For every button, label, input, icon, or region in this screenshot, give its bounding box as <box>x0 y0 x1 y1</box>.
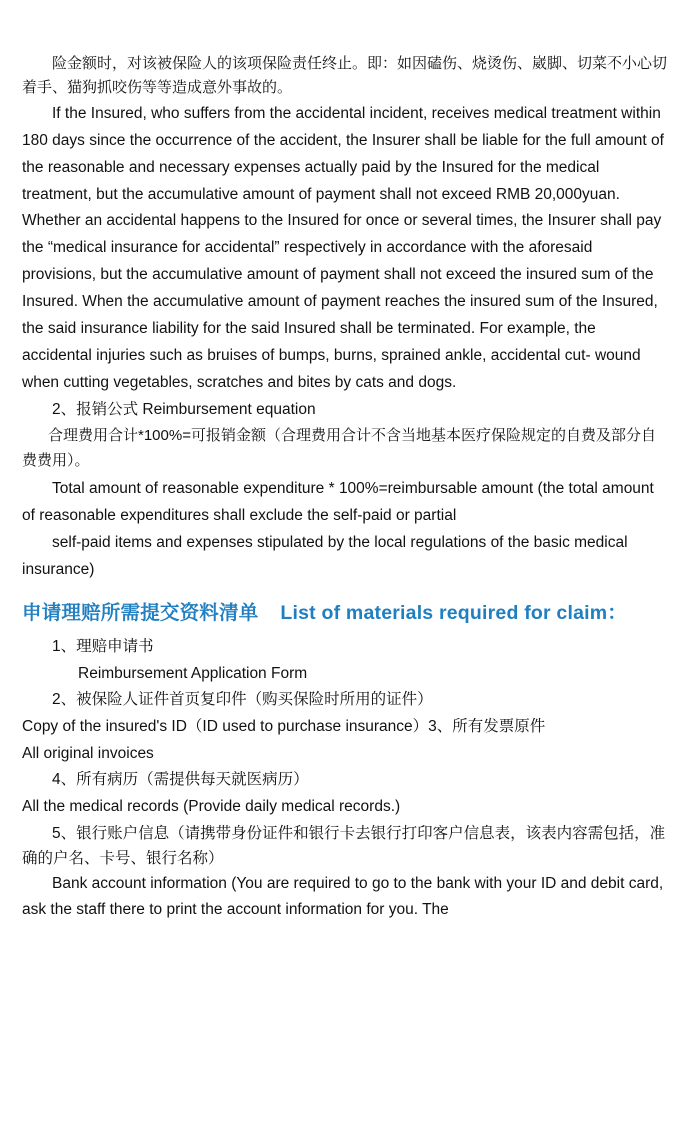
materials-list <box>22 634 669 924</box>
paragraph-equation-english: Total amount of reasonable expenditure * 100%=reimbursable amount (the total amount of reasonable expenditures shall exclude the self-paid or partial <box>22 479 654 524</box>
paragraph-block-3 <box>22 397 669 424</box>
list-item: All the medical records (Provide daily medical records.) <box>22 797 401 815</box>
list-item: Reimbursement Application Form <box>78 664 308 682</box>
paragraph-equation-chinese: 合理费用合计*100%=可报销金额（合理费用合计不含当地基本医疗保险规定的自费及部分自费费用）。 <box>22 427 656 469</box>
list-item: 2、被保险人证件首页复印件（购买保险时所用的证件） <box>52 691 433 709</box>
paragraph-block-4 <box>22 424 669 473</box>
list-item: 1、理赔申请书 <box>52 637 154 655</box>
list-item: 4、所有病历（需提供每天就医病历） <box>52 771 309 789</box>
paragraph-block-5 <box>22 476 669 530</box>
paragraph-reimbursement-equation-title: 2、报销公式 Reimbursement equation <box>52 401 316 419</box>
paragraph-block-1 <box>22 52 669 101</box>
paragraph-english-clause: If the Insured, who suffers from the accidental incident, receives medical treatment within 180 days since the occurrence of the accident, the Insurer shall be liable for the full amount of the reasonable and necessary expenses actually paid by the Insured for the medical treatment, but the accumulative amount of payment shall not exceed RMB 20,000yuan. Whether an accidental happens to the Insured for once or several times, the Insurer shall pay the “medical insurance for accidental” respectively in accordance with the aforesaid provisions, but the accumulative amount of payment shall not exceed the insured sum of the Insured. When the accumulative amount of payment reaches the insured sum of the Insured, the said insurance liability for the said Insured shall be terminated. For example, the accidental injuries such as bruises of bumps, burns, sprained ankle, accidental cut- wound when cutting vegetables, scratches and bites by cats and dogs. <box>22 104 664 392</box>
paragraph-block-2 <box>22 101 669 398</box>
list-item: Bank account information (You are required to go to the bank with your ID and debit card, ask the staff there to print the account information for you. The <box>22 874 664 919</box>
list-item: Copy of the insured's ID（ID used to purchase insurance）3、所有发票原件 <box>22 717 546 735</box>
paragraph-equation-english-cont: self-paid items and expenses stipulated by the local regulations of the basic medical insurance) <box>22 533 628 578</box>
section-heading <box>22 598 669 628</box>
section-heading-english: List of materials required for claim： <box>280 601 627 624</box>
list-item: All original invoices <box>22 744 154 762</box>
list-item: 5、银行账户信息（请携带身份证件和银行卡去银行打印客户信息表，该表内容需包括，准确的户名、卡号、银行名称） <box>22 824 666 867</box>
section-heading-chinese: 申请理赔所需提交资料清单 <box>22 601 259 624</box>
paragraph-chinese-intro: 险金额时，对该被保险人的该项保险责任终止。即：如因磕伤、烧烫伤、崴脚、切菜不小心切着手、猫狗抓咬伤等等造成意外事故的。 <box>22 55 668 97</box>
paragraph-block-6 <box>22 530 669 584</box>
